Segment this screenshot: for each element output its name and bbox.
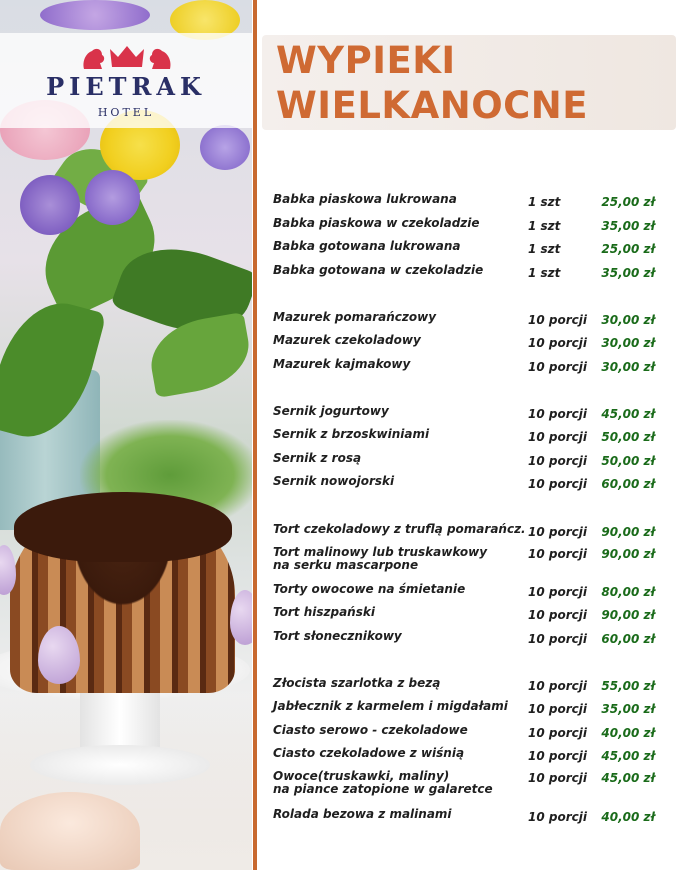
menu-item-name: Ciasto serowo - czekoladowe [273,723,468,737]
bowl [0,792,140,870]
menu-item-name: Babka gotowana lukrowana [273,239,461,253]
orange-divider [253,0,257,870]
menu-title [276,38,588,128]
menu-item-price: 30,00 zł [601,313,655,327]
menu-item-quantity: 10 porcji [528,430,587,444]
menu-item-price: 30,00 zł [601,360,655,374]
menu-item-price: 45,00 zł [601,407,655,421]
menu-item-quantity: 10 porcji [528,336,587,350]
menu-item-price: 60,00 zł [601,477,655,491]
crown-lions-logo-icon [80,43,174,71]
menu-item-quantity: 10 porcji [528,726,587,740]
menu-item-quantity: 10 porcji [528,771,587,785]
menu-item-price: 40,00 zł [601,810,655,824]
menu-item-price: 25,00 zł [601,242,655,256]
freesia-flower [200,125,250,170]
menu-item-price: 50,00 zł [601,454,655,468]
easter-cake-photo [0,0,252,870]
menu-item-price: 55,00 zł [601,679,655,693]
lion-left-icon [83,49,104,69]
menu-item-name: Tort hiszpański [273,605,375,619]
menu-item-name: Tort malinowy lub truskawkowy na serku mascarpone [273,545,488,572]
menu-item-name: Babka gotowana w czekoladzie [273,263,484,277]
menu-item-name: Ciasto czekoladowe z wiśnią [273,746,465,760]
hotel-logo-subtitle: HOTEL [97,106,155,119]
menu-item-quantity: 10 porcji [528,749,587,763]
menu-item-quantity: 1 szt [528,219,561,233]
menu-item-name: Owoce(truskawki, maliny) na piance zatopione w galaretce [273,769,493,796]
menu-item-name: Babka piaskowa w czekoladzie [273,216,480,230]
freesia-flower [20,175,80,235]
menu-item-quantity: 10 porcji [528,454,587,468]
menu-item-name: Złocista szarlotka z bezą [273,676,441,690]
freesia-flower [85,170,140,225]
menu-item-quantity: 1 szt [528,195,561,209]
leaf-decoration [145,312,252,398]
menu-item-name: Sernik z brzoskwiniami [273,427,430,441]
menu-item-price: 90,00 zł [601,608,655,622]
menu-item-quantity: 1 szt [528,266,561,280]
menu-item-name: Jabłecznik z karmelem i migdałami [273,699,508,713]
menu-item-quantity: 10 porcji [528,585,587,599]
lion-right-icon [150,49,171,69]
menu-item-price: 50,00 zł [601,430,655,444]
menu-item-price: 30,00 zł [601,336,655,350]
menu-item-name: Sernik z rosą [273,451,362,465]
menu-item-quantity: 10 porcji [528,525,587,539]
menu-item-name: Mazurek kajmakowy [273,357,411,371]
menu-item-price: 35,00 zł [601,702,655,716]
menu-item-price: 90,00 zł [601,525,655,539]
menu-item-quantity: 10 porcji [528,679,587,693]
menu-item-name: Torty owocowe na śmietanie [273,582,466,596]
menu-title-line-2: WIELKANOCNE [276,84,589,127]
crown-icon [110,46,144,67]
menu-item-price: 80,00 zł [601,585,655,599]
menu-item-quantity: 10 porcji [528,477,587,491]
menu-item-quantity: 10 porcji [528,608,587,622]
menu-item-quantity: 10 porcji [528,360,587,374]
menu-item-quantity: 1 szt [528,242,561,256]
hotel-logo-name: PIETRAK [46,72,206,101]
menu-item-name: Mazurek pomarańczowy [273,310,437,324]
menu-item-price: 45,00 zł [601,771,655,785]
menu-item-name: Sernik jogurtowy [273,404,389,418]
menu-item-price: 40,00 zł [601,726,655,740]
menu-item-price: 35,00 zł [601,266,655,280]
flower-decoration [40,0,150,30]
menu-item-price: 90,00 zł [601,547,655,561]
menu-item-price: 25,00 zł [601,195,655,209]
menu-item-name: Mazurek czekoladowy [273,333,421,347]
menu-item-quantity: 10 porcji [528,810,587,824]
menu-item-quantity: 10 porcji [528,702,587,716]
menu-item-quantity: 10 porcji [528,547,587,561]
menu-item-name: Sernik nowojorski [273,474,395,488]
menu-item-quantity: 10 porcji [528,632,587,646]
menu-item-name: Tort słonecznikowy [273,629,402,643]
cake-stand-base [30,745,210,785]
menu-item-name: Babka piaskowa lukrowana [273,192,457,206]
menu-item-quantity: 10 porcji [528,313,587,327]
menu-item-price: 45,00 zł [601,749,655,763]
menu-item-price: 60,00 zł [601,632,655,646]
menu-title-line-1: WYPIEKI [276,39,456,82]
menu-item-name: Tort czekoladowy z truflą pomarańcz. [273,522,526,536]
chocolate-glaze [14,492,232,562]
menu-item-quantity: 10 porcji [528,407,587,421]
menu-item-name: Rolada bezowa z malinami [273,807,452,821]
menu-item-price: 35,00 zł [601,219,655,233]
